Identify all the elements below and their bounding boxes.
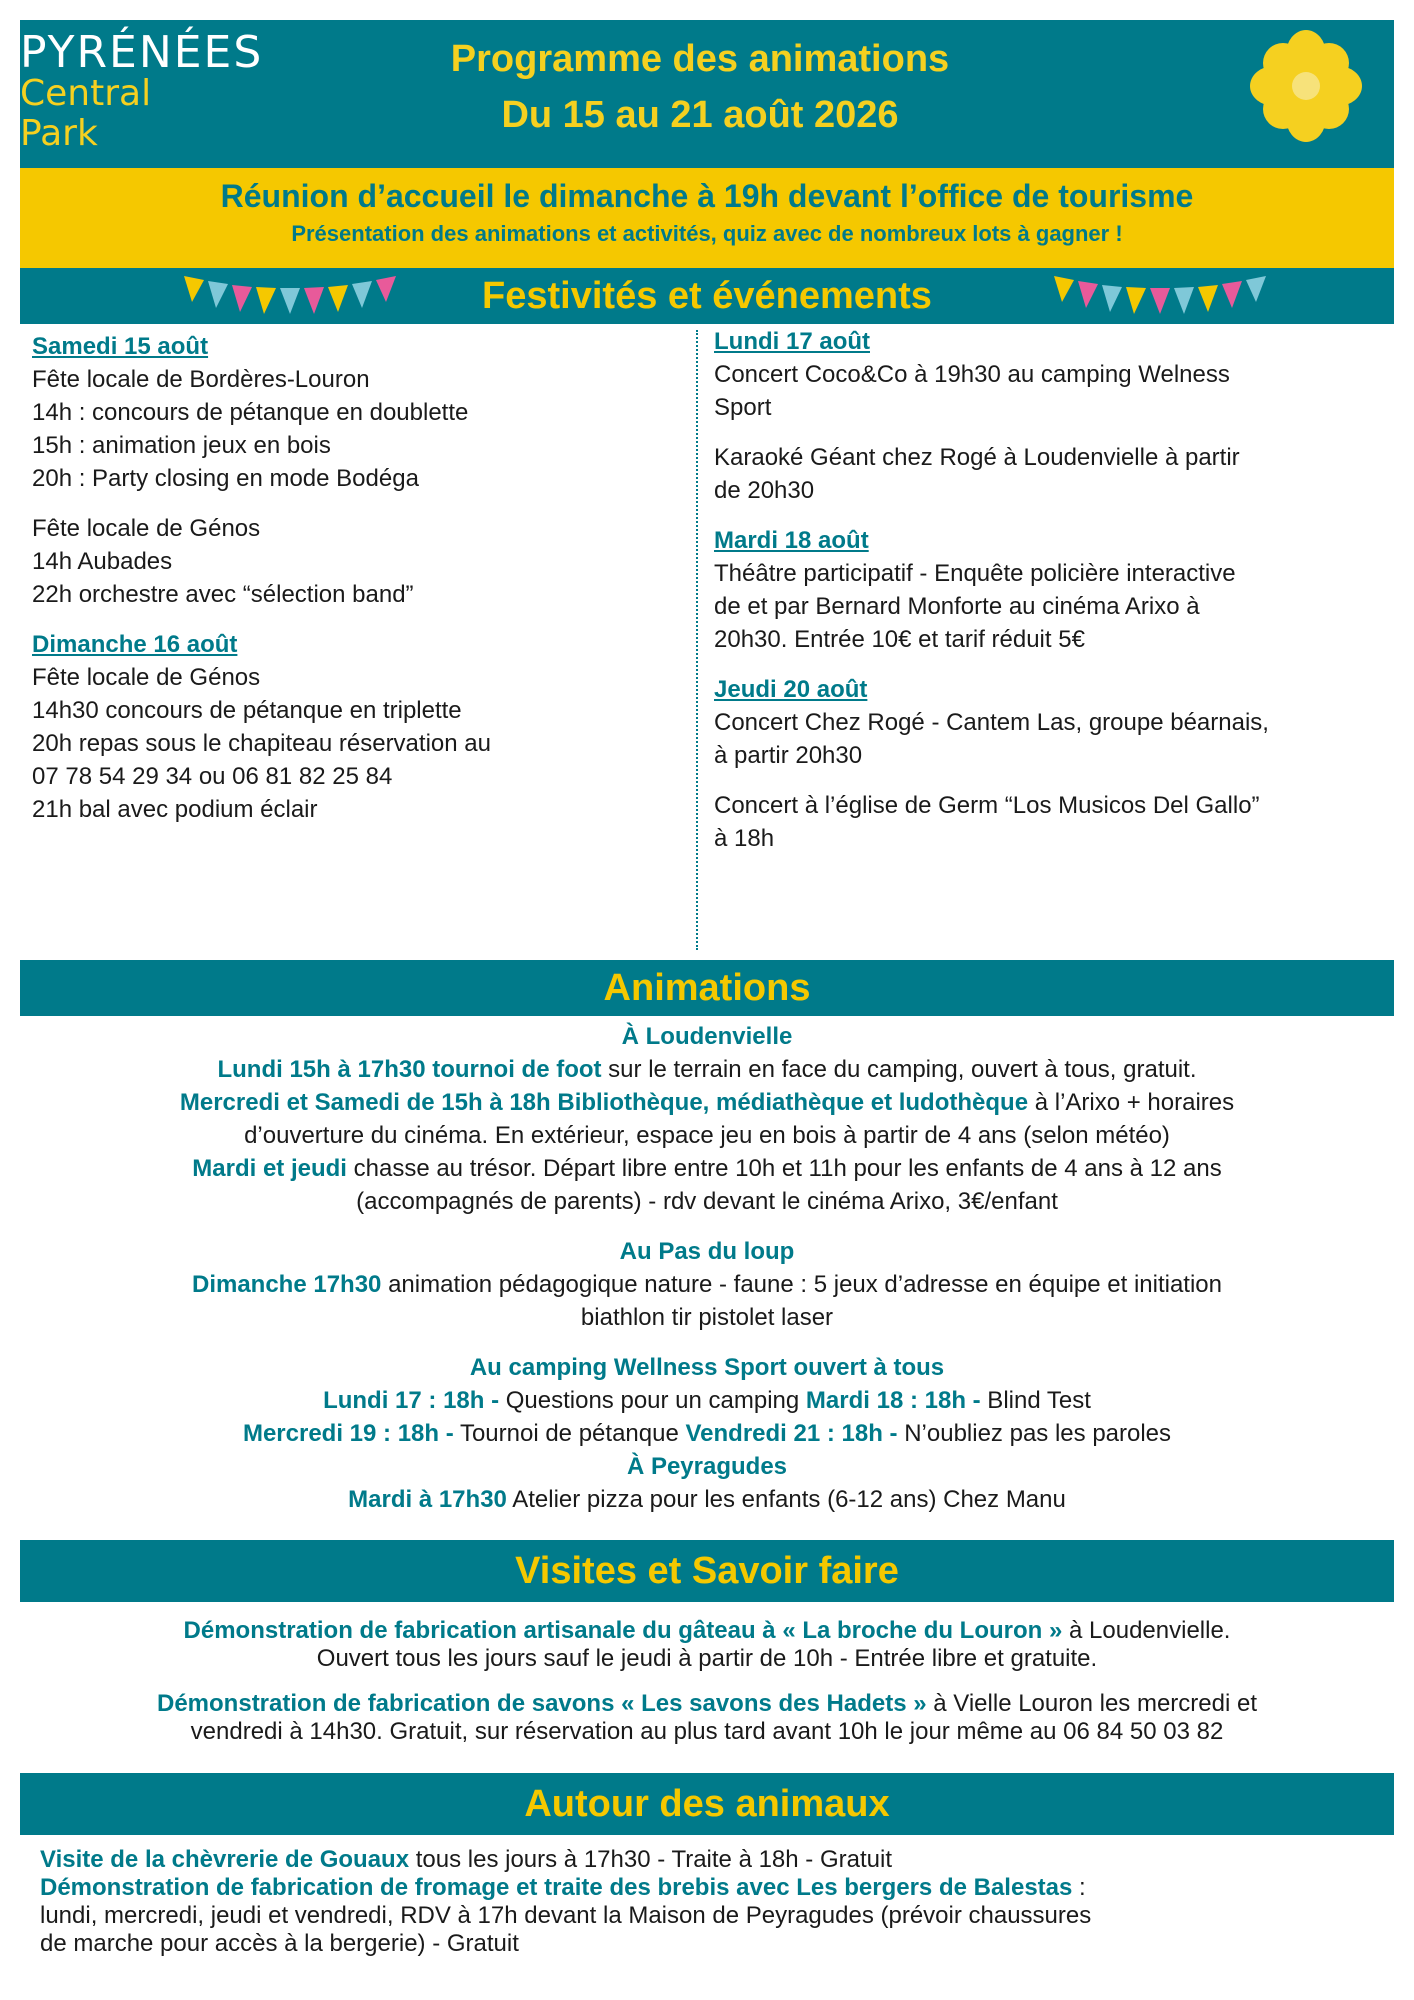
event-line: Fête locale de Génos xyxy=(32,515,261,542)
location-camping: Au camping Wellness Sport ouvert à tous xyxy=(469,1354,945,1381)
event-line: 14h Aubades xyxy=(32,548,173,575)
section-visites-title: Visites et Savoir faire xyxy=(20,1540,1394,1602)
event-line: à 18h xyxy=(714,825,775,852)
event-line: 07 78 54 29 34 ou 06 81 82 25 84 xyxy=(32,763,393,790)
event-line: de 20h30 xyxy=(714,477,815,504)
event-text: Ouvert tous les jours sauf le jeudi à partir de 10h - Entrée libre et gratuite. xyxy=(316,1645,1098,1672)
day-heading: Jeudi 20 août xyxy=(714,676,868,703)
event-line: 14h : concours de pétanque en doublette xyxy=(32,399,469,426)
banner-line1: Réunion d’accueil le dimanche à 19h devant l’office de tourisme xyxy=(220,178,1194,214)
event-text: sur le terrain en face du camping, ouvert à tous, gratuit. xyxy=(601,1056,1197,1083)
location-pas-du-loup: Au Pas du loup xyxy=(619,1238,795,1265)
event-line: Karaoké Géant chez Rogé à Loudenvielle à partir xyxy=(714,444,1240,471)
event-text: Atelier pizza pour les enfants (6-12 ans) Chez Manu xyxy=(506,1486,1066,1513)
event-line: 14h30 concours de pétanque en triplette xyxy=(32,697,462,724)
event-text: à l’Arixo + horaires xyxy=(1028,1089,1235,1116)
event-line: 21h bal avec podium éclair xyxy=(32,796,318,823)
visites-content xyxy=(20,1617,1394,1746)
event-text: chasse au trésor. Départ libre entre 10h et 11h pour les enfants de 4 ans à 12 ans xyxy=(346,1155,1222,1182)
location-loudenvielle: À Loudenvielle xyxy=(621,1023,793,1050)
bunting-right-decoration xyxy=(1050,268,1280,328)
section-animations-title: Animations xyxy=(20,960,1394,1016)
banner-line2: Présentation des animations et activités, quiz avec de nombreux lots à gagner ! xyxy=(291,221,1123,246)
event-line: Fête locale de Bordères-Louron xyxy=(32,366,370,393)
event-text: Blind Test xyxy=(980,1387,1091,1414)
event-text: Tournoi de pétanque xyxy=(453,1420,686,1447)
animaux-content xyxy=(40,1846,1380,1958)
event-text: N’oubliez pas les paroles xyxy=(897,1420,1172,1447)
event-highlight: Mardi 18 : 18h - xyxy=(805,1387,981,1414)
page-subtitle-dates: Du 15 au 21 août 2026 xyxy=(501,94,899,136)
event-text: (accompagnés de parents) - rdv devant le cinéma Arixo, 3€/enfant xyxy=(356,1188,1058,1215)
page-title: Programme des animations xyxy=(450,38,950,80)
welcome-banner xyxy=(20,168,1394,268)
event-highlight: Démonstration de fabrication de fromage et traite des brebis avec Les bergers de Balestas xyxy=(40,1874,1073,1901)
event-line: Concert à l’église de Germ “Los Musicos Del Gallo” xyxy=(714,792,1260,819)
festivites-right-column xyxy=(714,325,1394,872)
event-highlight: Lundi 15h à 17h30 tournoi de foot xyxy=(217,1056,602,1083)
event-highlight: Démonstration de fabrication artisanale du gâteau à « La broche du Louron » xyxy=(183,1617,1063,1644)
day-heading: Dimanche 16 août xyxy=(32,631,238,658)
event-line: 20h repas sous le chapiteau réservation au xyxy=(32,730,491,757)
event-line: de et par Bernard Monforte au cinéma Arixo à xyxy=(714,593,1200,620)
event-line: Concert Coco&Co à 19h30 au camping Welness xyxy=(714,361,1230,388)
event-highlight: Mercredi 19 : 18h - xyxy=(242,1420,454,1447)
event-text: biathlon tir pistolet laser xyxy=(580,1304,834,1331)
logo-line2: Central Park xyxy=(20,73,152,154)
event-line: Fête locale de Génos xyxy=(32,664,261,691)
animations-content xyxy=(20,1020,1394,1516)
event-line: 22h orchestre avec “sélection band” xyxy=(32,581,414,608)
event-highlight: Mardi à 17h30 xyxy=(348,1486,507,1513)
logo xyxy=(20,27,264,160)
flower-icon xyxy=(1248,28,1364,144)
event-text: à Vielle Louron les mercredi et xyxy=(926,1690,1257,1717)
column-divider xyxy=(696,330,698,950)
bunting-left-decoration xyxy=(180,268,410,328)
event-text: d’ouverture du cinéma. En extérieur, espace jeu en bois à partir de 4 ans (selon météo) xyxy=(244,1122,1170,1149)
day-heading: Samedi 15 août xyxy=(32,333,209,360)
event-highlight: Visite de la chèvrerie de Gouaux xyxy=(40,1846,410,1873)
event-text: lundi, mercredi, jeudi et vendredi, RDV à 17h devant la Maison de Peyragudes (prévoir chaussures xyxy=(40,1902,1092,1929)
logo-line1: PYRÉNÉES xyxy=(20,27,264,78)
event-line: 15h : animation jeux en bois xyxy=(32,432,331,459)
event-highlight: Dimanche 17h30 xyxy=(191,1271,382,1298)
event-text: : xyxy=(1072,1874,1086,1901)
event-line: Sport xyxy=(714,394,772,421)
event-text: vendredi à 14h30. Gratuit, sur réservation au plus tard avant 10h le jour même au 06 84 50 03 82 xyxy=(190,1718,1224,1745)
event-text: Questions pour un camping xyxy=(499,1387,806,1414)
event-line: Théâtre participatif - Enquête policière interactive xyxy=(714,560,1236,587)
event-line: 20h : Party closing en mode Bodéga xyxy=(32,465,419,492)
day-heading: Mardi 18 août xyxy=(714,527,869,554)
festivites-left-column xyxy=(32,330,672,843)
event-highlight: Mardi et jeudi xyxy=(192,1155,347,1182)
event-text: animation pédagogique nature - faune : 5 jeux d’adresse en équipe et initiation xyxy=(381,1271,1223,1298)
section-festivites-title: Festivités et événements xyxy=(20,268,1394,324)
event-highlight: Vendredi 21 : 18h - xyxy=(685,1420,898,1447)
event-text: tous les jours à 17h30 - Traite à 18h - Gratuit xyxy=(409,1846,892,1873)
event-highlight: Mercredi et Samedi de 15h à 18h Bibliothèque, médiathèque et ludothèque xyxy=(179,1089,1029,1116)
event-line: 20h30. Entrée 10€ et tarif réduit 5€ xyxy=(714,626,1085,653)
event-text: à Loudenvielle. xyxy=(1062,1617,1231,1644)
event-line: à partir 20h30 xyxy=(714,742,863,769)
event-highlight: Démonstration de fabrication de savons « Les savons des Hadets » xyxy=(157,1690,927,1717)
location-peyragudes: À Peyragudes xyxy=(626,1453,788,1480)
section-animaux-title: Autour des animaux xyxy=(20,1773,1394,1835)
event-highlight: Lundi 17 : 18h - xyxy=(323,1387,500,1414)
event-text: de marche pour accès à la bergerie) - Gratuit xyxy=(40,1930,519,1957)
event-line: Concert Chez Rogé - Cantem Las, groupe béarnais, xyxy=(714,709,1269,736)
day-heading: Lundi 17 août xyxy=(714,328,870,355)
